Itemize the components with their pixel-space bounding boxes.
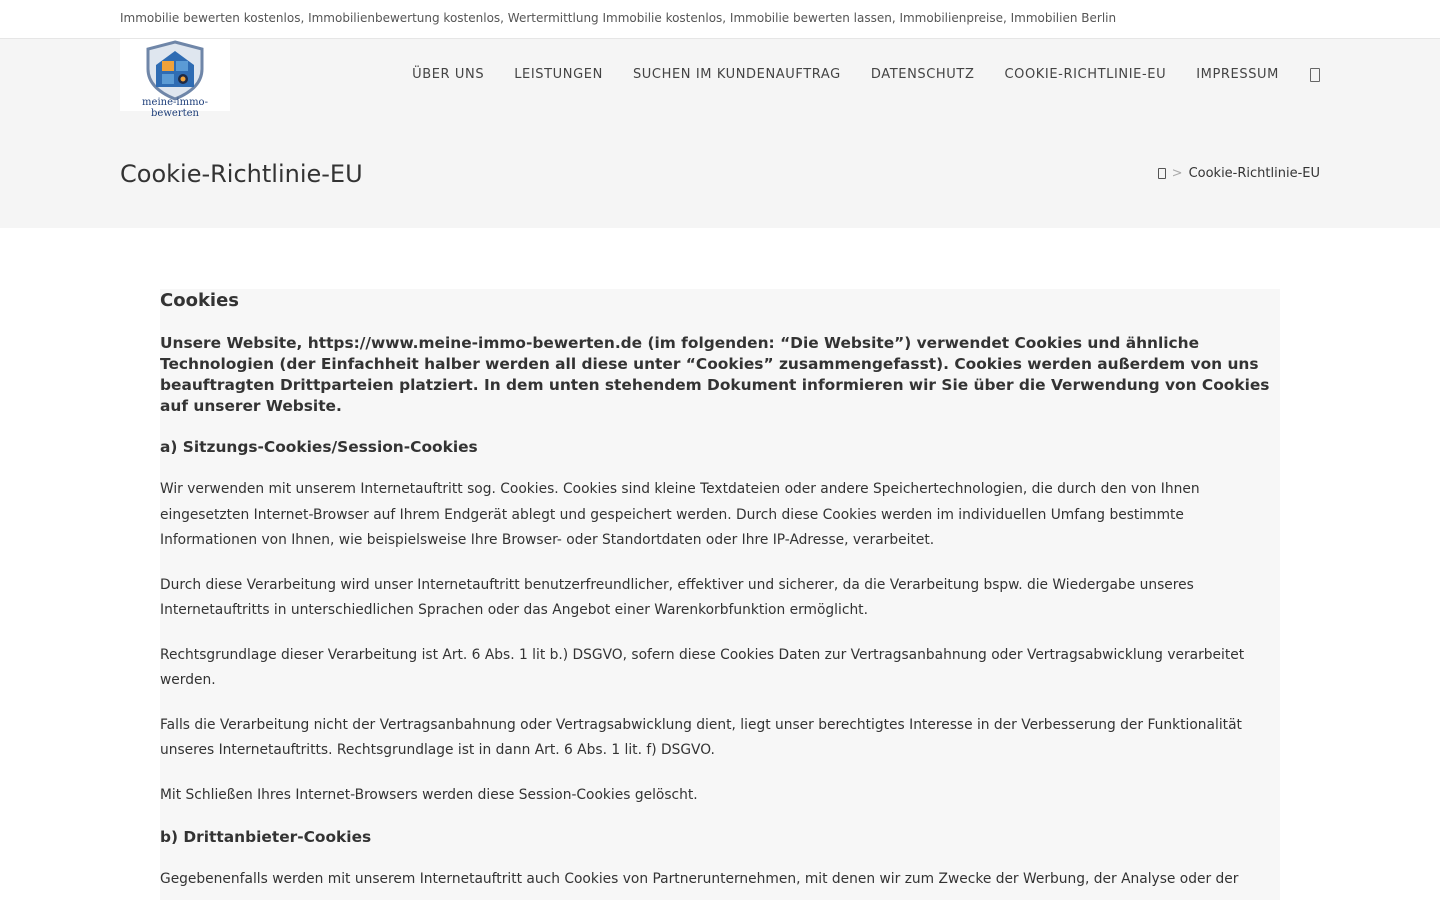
paragraph-4: Falls die Verarbeitung nicht der Vertragsanbahnung oder Vertragsabwicklung dient, liegt unser berechtigtes Interesse in der Verbesserung der Funktionalität unseres Internetauftritts. Rechtsgrundlage ist in dann Art. 6 Abs. 1 lit. f) DSGVO. bbox=[160, 716, 1242, 758]
site-header bbox=[0, 39, 1440, 228]
paragraph-1: Wir verwenden mit unserem Internetauftritt sog. Cookies. Cookies sind kleine Textdateien oder andere Speichertechnologien, die durch den von Ihnen eingesetzten Internet-Browser auf Ihrem Endgerät ablegt und gespeichert werden. Durch diese Cookies werden im individuellen Umfang bestimmte Informationen von Ihnen, wie beispielsweise Ihre Browser- oder Standortdaten oder Ihre IP-Adresse, verarbeitet. bbox=[160, 481, 1200, 548]
nav-item-datenschutz[interactable]: DATENSCHUTZ bbox=[870, 67, 975, 82]
page-title: Cookie-Richtlinie-EU bbox=[120, 160, 363, 188]
nav-item-cookie-richtlinie-eu[interactable]: COOKIE-RICHTLINIE-EU bbox=[1004, 67, 1167, 82]
search-icon[interactable] bbox=[1310, 68, 1320, 82]
nav-item-suchen-im-kundenauftrag[interactable]: SUCHEN IM KUNDENAUFTRAG bbox=[632, 67, 841, 82]
section-a-title: a) Sitzungs-Cookies/Session-Cookies bbox=[160, 438, 478, 456]
top-bar bbox=[0, 0, 1440, 39]
main-content bbox=[160, 289, 1280, 900]
content-heading: Cookies bbox=[160, 290, 240, 311]
breadcrumb-current: Cookie-Richtlinie-EU bbox=[1188, 166, 1320, 181]
breadcrumb-separator: > bbox=[1171, 166, 1183, 181]
paragraph-2: Durch diese Verarbeitung wird unser Internetauftritt benutzerfreundlicher, effektiver und sicherer, da die Verarbeitung bspw. die Wiedergabe unseres Internetauftritts in unterschiedlichen Sprachen oder das Angebot einer Warenkorbfunktion ermöglicht. bbox=[160, 576, 1194, 618]
breadcrumb bbox=[1158, 166, 1320, 181]
site-logo[interactable] bbox=[120, 39, 230, 119]
paragraph-5: Mit Schließen Ihres Internet-Browsers werden diese Session-Cookies gelöscht. bbox=[160, 786, 698, 803]
nav-item-impressum[interactable]: IMPRESSUM bbox=[1196, 67, 1279, 82]
section-b-title: b) Drittanbieter-Cookies bbox=[160, 828, 372, 846]
intro-paragraph: Unsere Website, https://www.meine-immo-bewerten.de (im folgenden: “Die Website”) verwendet Cookies und ähnliche Technologien (der Einfachheit halber werden all diese unter “Cookies” zusammengefasst). Cookies werden außerdem von uns beauftragten Drittparteien platziert. In dem unten stehendem Dokument informieren wir Sie über die Verwendung von Cookies auf unserer Website. bbox=[160, 334, 1270, 415]
top-bar-keywords: Immobilie bewerten kostenlos, Immobilienbewertung kostenlos, Wertermittlung Immobilie kostenlos, Immobilie bewerten lassen, Immobilienpreise, Immobilien Berlin bbox=[120, 11, 1117, 25]
home-icon[interactable] bbox=[1158, 168, 1166, 179]
paragraph-3: Rechtsgrundlage dieser Verarbeitung ist Art. 6 Abs. 1 lit b.) DSGVO, sofern diese Cookies Daten zur Vertragsanbahnung oder Vertragsabwicklung verarbeitet werden. bbox=[160, 646, 1245, 688]
logo-text: meine-immo-bewerten bbox=[142, 97, 208, 119]
main-nav bbox=[412, 66, 1320, 84]
nav-item-leistungen[interactable]: LEISTUNGEN bbox=[514, 67, 603, 82]
paragraph-6: Gegebenenfalls werden mit unserem Internetauftritt auch Cookies von Partnerunternehmen, mit denen wir zum Zwecke der Werbung, der Analyse oder der bbox=[160, 871, 1239, 887]
nav-item-ueber-uns[interactable]: ÜBER UNS bbox=[412, 67, 485, 82]
